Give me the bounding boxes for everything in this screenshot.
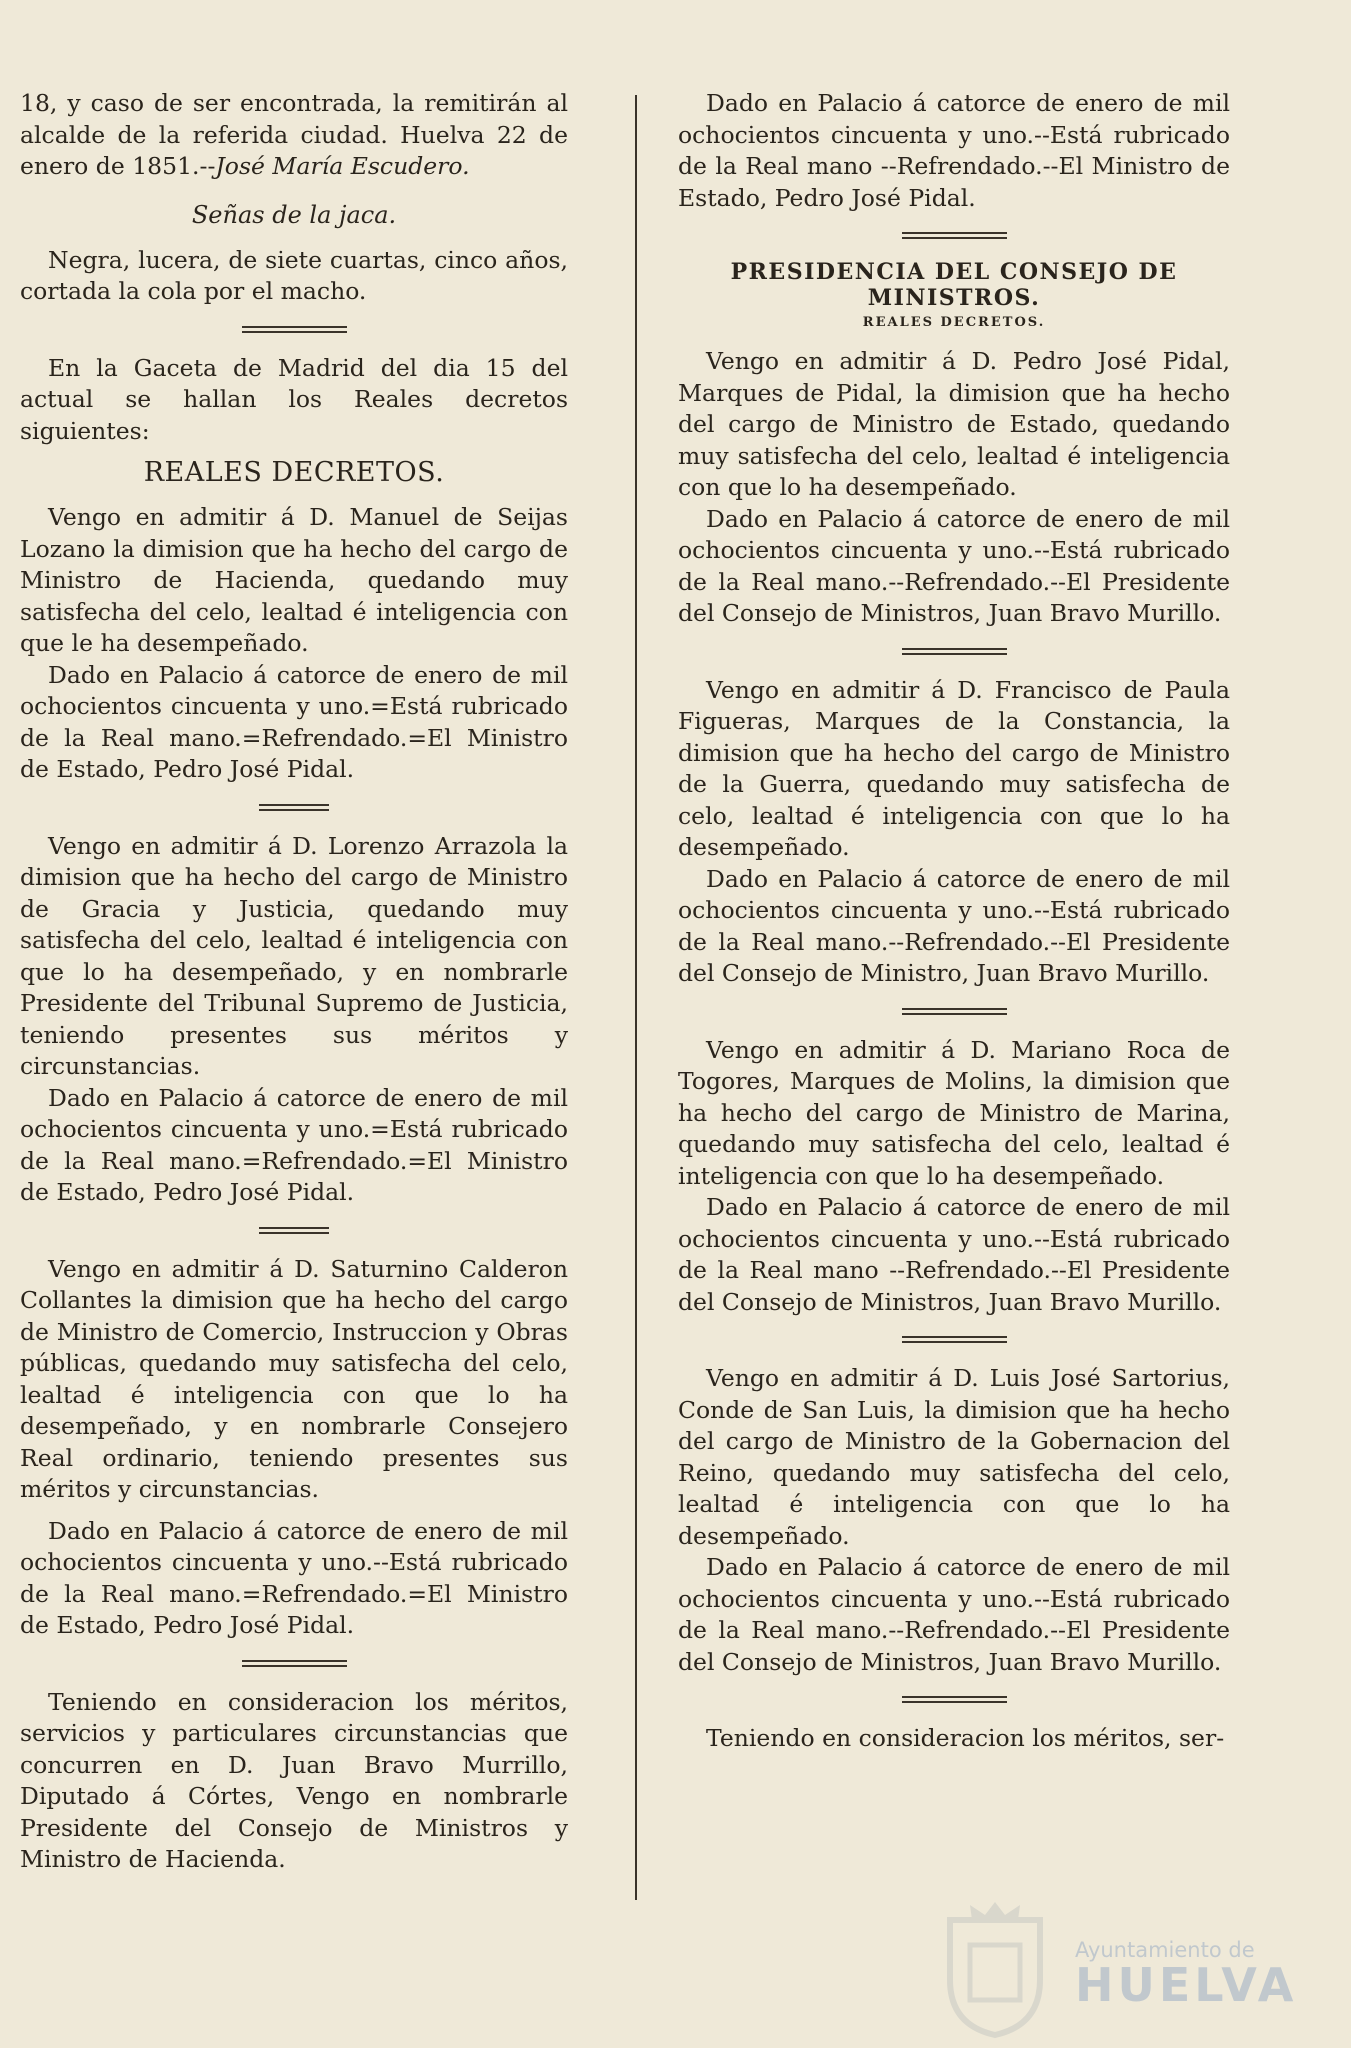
paragraph-notice-end [20,88,568,183]
separator-rule [242,326,347,333]
notice-text: 18, y caso de ser encontrada, la remitirán al alcalde de la referida ciudad. Huelva 22 de enero de 1851.-- [20,89,568,180]
column-divider [635,95,637,1900]
huelva-watermark [1075,1938,1298,2012]
separator-rule [902,1696,1007,1703]
decree-pidal: Vengo en admitir á D. Pedro José Pidal, Marques de Pidal, la dimision que ha hecho del cargo de Ministro de Estado, quedando muy satisfecha del celo, lealtad é inteligencia con que lo ha desempeñado. [678,347,1230,501]
decree-roca: Vengo en admitir á D. Mariano Roca de Togores, Marques de Molins, la dimision que ha hecho del cargo de Ministro de Marina, quedando muy satisfecha del celo, lealtad é inteligencia con que lo ha desempeñado. [678,1035,1230,1190]
decree-figueras: Vengo en admitir á D. Francisco de Paula Figueras, Marques de la Constancia, la dimision que ha hecho del cargo de Ministro de la Guerra, quedando muy satisfecha de celo, lealtad é inteligencia con que lo ha desempeñado. [678,675,1230,861]
presidencia-heading: PRESIDENCIA DEL CONSEJO DE MINISTROS. [730,259,1178,311]
decree-continued-dado: Dado en Palacio á catorce de enero de mil ochocientos cincuenta y uno.--Está rubricado de la Real mano --Refrendado.--El Ministro de Estado, Pedro José Pidal. [678,89,1230,212]
decree-final-start: Teniendo en consideracion los méritos, ser- [706,1724,1225,1752]
decree-sartorius-dado: Dado en Palacio á catorce de enero de mil ochocientos cincuenta y uno.--Está rubricado de la Real mano.--Refrendado.--El Presidente del Consejo de Ministros, Juan Bravo Murillo. [678,1553,1230,1676]
decree-seijas: Vengo en admitir á D. Manuel de Seijas Lozano la dimision que ha hecho del cargo de Ministro de Hacienda, quedando muy satisfecha del celo, lealtad é inteligencia con que le ha desempeñado. [20,503,568,657]
separator-rule [902,232,1007,239]
left-column [20,88,568,1876]
notice-signature: José María Escudero. [215,152,470,180]
watermark-line2: HUELVA [1075,1958,1298,2012]
separator-rule [902,1008,1007,1015]
decree-roca-dado: Dado en Palacio á catorce de enero de mil ochocientos cincuenta y uno.--Está rubricado de la Real mano --Refrendado.--El Presidente del Consejo de Ministros, Juan Bravo Murillo. [678,1193,1230,1316]
decree-figueras-dado: Dado en Palacio á catorce de enero de mil ochocientos cincuenta y uno.--Está rubricado de la Real mano.--Refrendado.--El Presidente del Consejo de Ministro, Juan Bravo Murillo. [678,864,1230,987]
decree-calderon: Vengo en admitir á D. Saturnino Calderon Collantes la dimision que ha hecho del cargo de Ministro de Comercio, Instruccion y Obras públicas, quedando muy satisfecha del celo, lealtad é inteligencia con que lo ha desempeñado, y en nombrarle Consejero Real ordinario, teniendo presentes sus méritos y circunstancias. [20,1254,568,1503]
decree-pidal-dado: Dado en Palacio á catorce de enero de mil ochocientos cincuenta y uno.--Está rubricado de la Real mano.--Refrendado.--El Presidente del Consejo de Ministros, Juan Bravo Murillo. [678,504,1230,627]
separator-rule [259,1227,329,1234]
decree-arrazola-dado: Dado en Palacio á catorce de enero de mil ochocientos cincuenta y uno.=Está rubricado de la Real mano.=Refrendado.=El Ministro de Estado, Pedro José Pidal. [20,1083,568,1206]
decree-arrazola: Vengo en admitir á D. Lorenzo Arrazola la dimision que ha hecho del cargo de Ministro de Gracia y Justicia, quedando muy satisfecha del celo, lealtad é inteligencia con que lo ha desempeñado, y en nombrarle Presidente del Tribunal Supremo de Justicia, teniendo presentes sus méritos y circunstancias. [20,831,568,1080]
reales-decretos-heading: REALES DECRETOS. [143,457,445,488]
separator-rule [259,804,329,811]
senas-heading: Señas de la jaca. [191,200,397,229]
reales-decretos-subheading: REALES DECRETOS. [862,315,1046,330]
right-column [678,88,1230,1755]
huelva-seal-icon [940,1900,1050,2040]
paragraph-gaceta-intro: En la Gaceta de Madrid del dia 15 del actual se hallan los Reales decretos siguientes: [20,353,568,445]
decree-sartorius: Vengo en admitir á D. Luis José Sartorius, Conde de San Luis, la dimision que ha hecho del cargo de Ministro de la Gobernacion del Reino, quedando muy satisfecha del celo, lealtad é inteligencia con que lo ha desempeñado. [678,1364,1230,1550]
decree-seijas-dado: Dado en Palacio á catorce de enero de mil ochocientos cincuenta y uno.=Está rubricado de la Real mano.=Refrendado.=El Ministro de Estado, Pedro José Pidal. [20,660,568,783]
separator-rule [242,1660,347,1667]
separator-rule [902,648,1007,655]
paragraph-description: Negra, lucera, de siete cuartas, cinco años, cortada la cola por el macho. [20,245,568,305]
separator-rule [902,1336,1007,1343]
decree-bravo-murillo: Teniendo en consideracion los méritos, servicios y particulares circunstancias que concurren en D. Juan Bravo Murrillo, Diputado á Córtes, Vengo en nombrarle Presidente del Consejo de Ministros y Ministro de Hacienda. [20,1687,568,1873]
watermark-line1: Ayuntamiento de [1075,1938,1255,1962]
decree-calderon-dado: Dado en Palacio á catorce de enero de mil ochocientos cincuenta y uno.--Está rubricado de la Real mano.=Refrendado.=El Ministro de Estado, Pedro José Pidal. [20,1516,568,1639]
